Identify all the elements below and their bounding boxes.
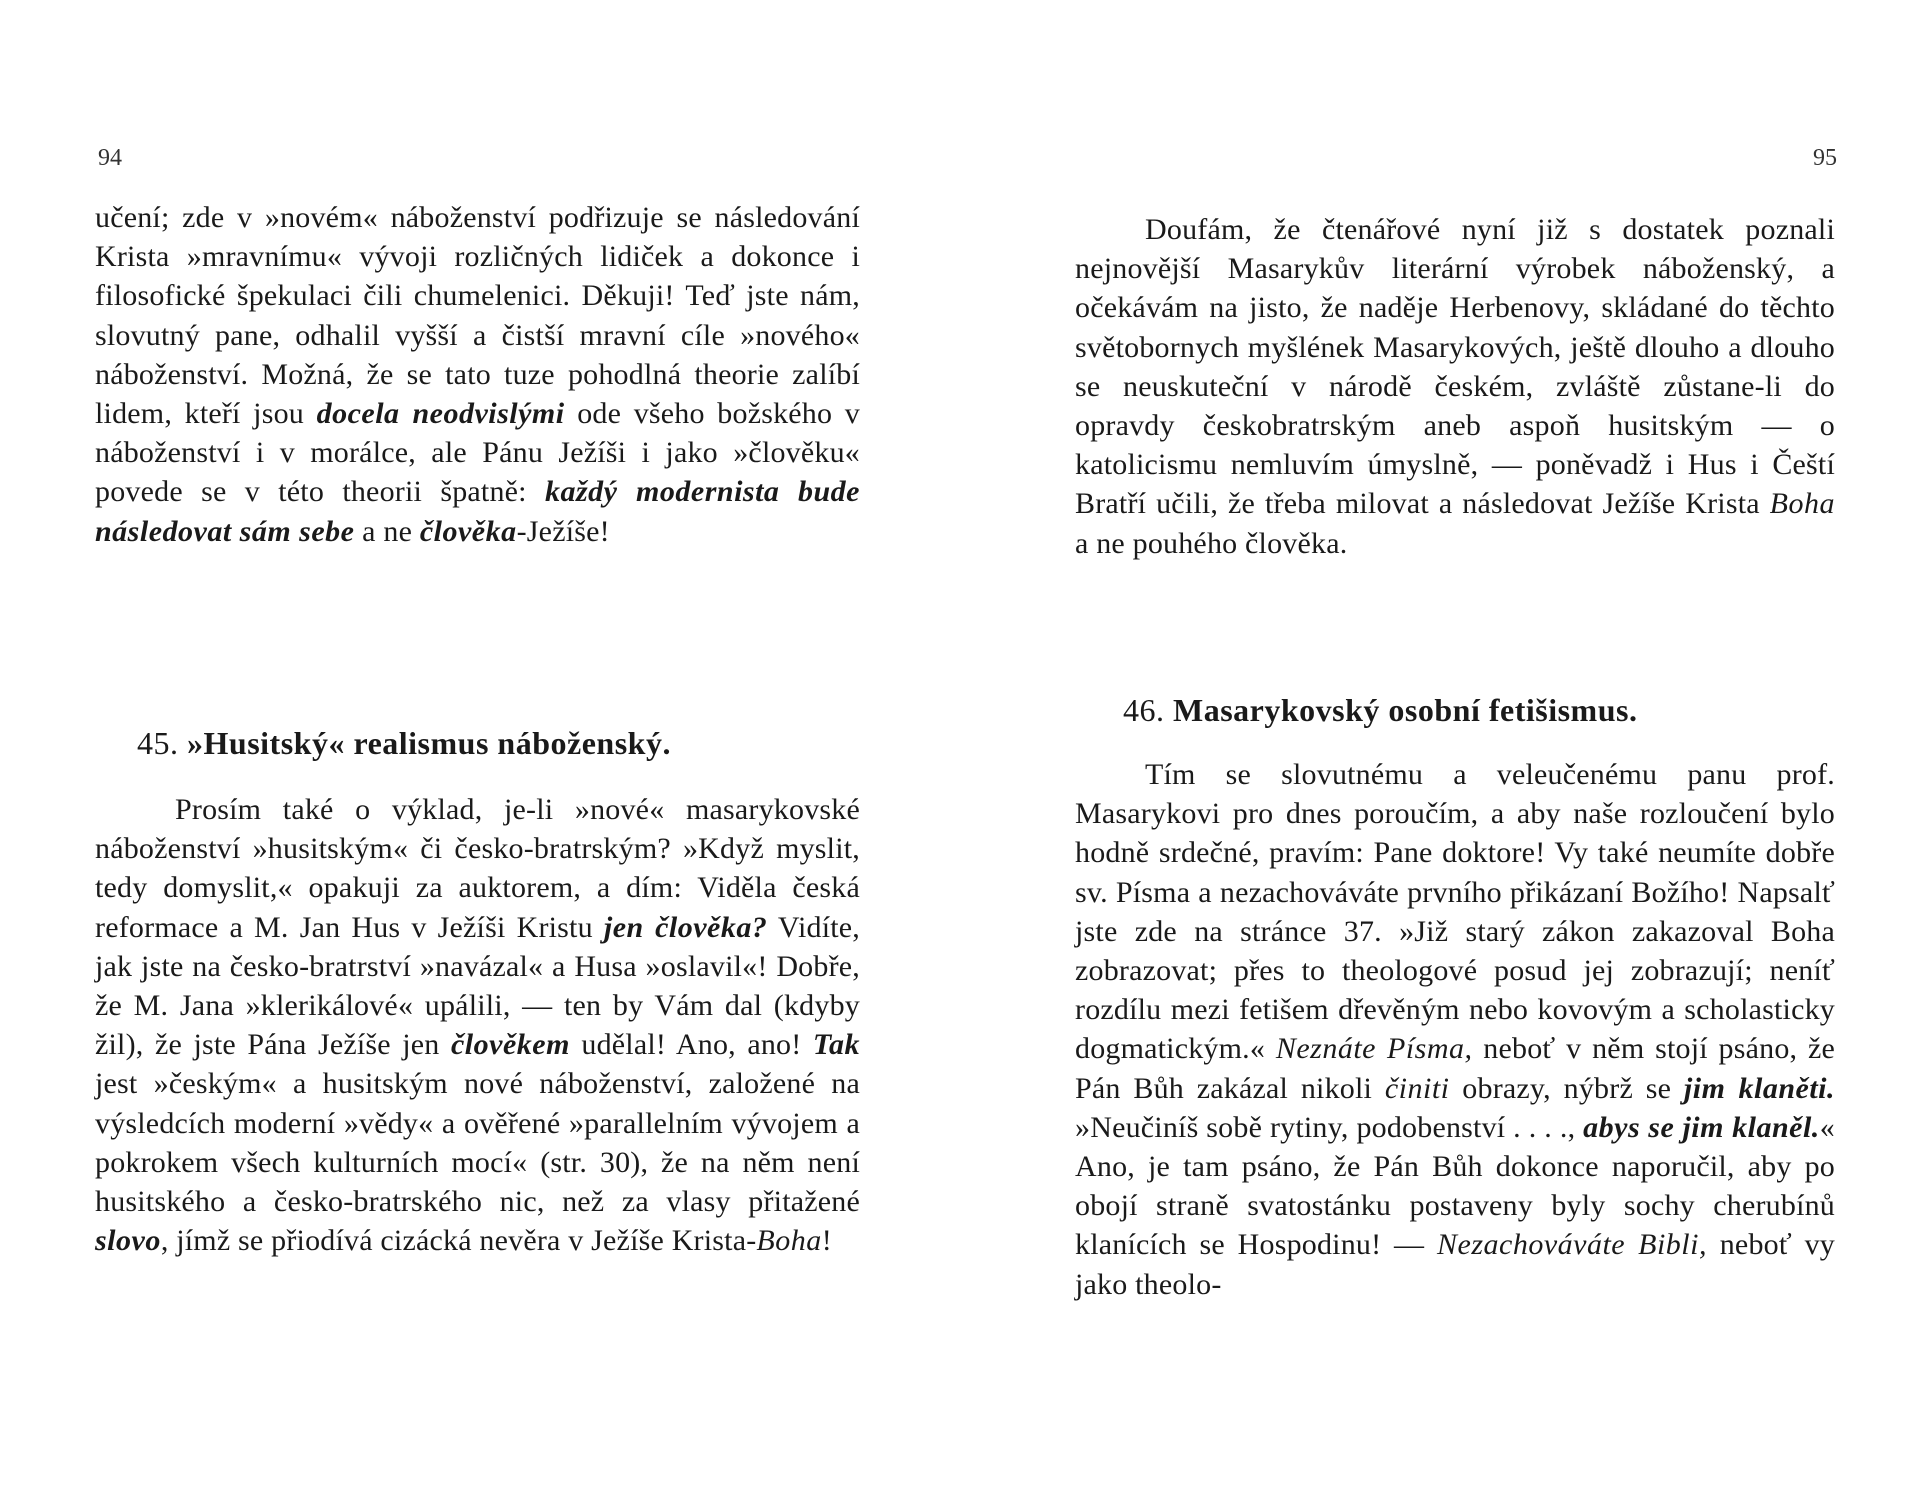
text-run: »Neučiníš sobě rytiny, podobenství . . . ., xyxy=(1075,1110,1584,1144)
emphasis: Nezachováváte Bibli, xyxy=(1437,1228,1707,1262)
text-run: Doufám, že čtenářové nyní již s dostatek poznali nejnovější Masarykův literární výrobek náboženský, a očekávám na jisto, že naděje Herbenovy, skládané do těchto světobornych myšlének Masarykových, ještě dlouho a dlouho se neuskuteční v národě českém, zvláště zůstane-li do opravdy českobratrským aneb aspoň husitským — o katolicismu nemluvím úmyslně, — poněvadž i Hus i Čeští Bratří učili, že třeba milovat a následovat Ježíše Krista xyxy=(1075,213,1835,521)
page-number: 94 xyxy=(98,145,122,171)
text-run: udělal! Ano, ano! xyxy=(569,1028,813,1062)
section-46-body xyxy=(1075,755,1835,1304)
text-run: jest »českým« a husitským nové náboženství, založené na výsledcích moderní »vědy« a ověřené »parallelním vývojem a pokrokem všech kulturních mocí« (str. 30), že na něm není husitského a česko-bratrského nic, než za vlasy přitažené xyxy=(95,1067,860,1219)
paragraph xyxy=(1075,755,1835,1304)
text-run: a ne pouhého člověka. xyxy=(1075,526,1348,560)
text-run: ! xyxy=(821,1224,832,1258)
text-run: obrazy, nýbrž se xyxy=(1449,1071,1684,1105)
paragraph xyxy=(95,198,860,551)
emphasis: člověka xyxy=(419,514,517,548)
emphasis: člověkem xyxy=(450,1028,570,1062)
intro-paragraph xyxy=(95,198,860,551)
emphasis: činiti xyxy=(1384,1071,1450,1105)
section-title: Masarykovský osobní fetišismus. xyxy=(1173,692,1638,728)
emphasis: docela neodvislými xyxy=(316,397,565,431)
text-run: Vidíte, jak jste na česko-bratrství »navázal« a Husa »oslavil«! Dobře, že M. Jana »klerikálové« upálili, — ten by Vám dal (kdyby žil), že jste Pána Ježíše jen xyxy=(95,910,860,1062)
right-page xyxy=(965,0,1930,1500)
intro-paragraph xyxy=(1075,210,1835,563)
text-run: , jímž se přiodívá cizácká nevěra v Ježíše Krista- xyxy=(160,1224,757,1258)
emphasis: Boha xyxy=(756,1224,822,1258)
emphasis: jim klaněti. xyxy=(1683,1071,1835,1105)
text-run: a ne xyxy=(354,514,420,548)
section-number: 46. xyxy=(1123,692,1165,728)
emphasis: každý modernista bude následovat sám sebe xyxy=(95,475,860,548)
paragraph xyxy=(95,790,860,1260)
text-run: « Ano, je tam psáno, že Pán Bůh dokonce naporučil, aby po obojí straně svatostánku postaveny byly sochy cherubínů klanících se Hospodinu! — xyxy=(1075,1110,1835,1262)
text-run: -Ježíše! xyxy=(516,514,610,548)
emphasis: abys se jim klaněl. xyxy=(1583,1110,1820,1144)
text-run: učení; zde v »novém« náboženství podřizuje se následování Krista »mravnímu« vývoji rozličných lidiček a dokonce i filosofické špekulaci čili chumelenici. Děkuji! Teď jste nám, slovutný pane, odhalil vyšší a čistší mravní cíle »nového« náboženství. Možná, že se tato tuze pohodlná theorie zalíbí lidem, kteří jsou xyxy=(95,201,860,431)
text-run: ode všeho božského v náboženství i v morálce, ale Pánu Ježíši i jako »člověku« povede se v této theorii špatně: xyxy=(95,397,860,509)
section-number: 45. xyxy=(137,725,179,761)
text-run: neboť v něm stojí psáno, že Pán Bůh zakázal nikoli xyxy=(1075,1032,1835,1105)
page-number: 95 xyxy=(1813,145,1837,171)
emphasis: slovo xyxy=(95,1224,161,1258)
section-heading-46 xyxy=(1123,692,1637,729)
emphasis: jen člověka? xyxy=(603,910,768,944)
text-run: Tím se slovutnému a veleučenému panu prof. Masarykovi pro dnes poroučím, a aby naše rozloučení bylo hodně srdečné, pravím: Pane doktore! Vy také neumíte dobře sv. Písma a nezachováváte prvního přikázaní Božího! Napsalť jste zde na stránce 37. »Již starý zákon zakazoval Boha zobrazovat; přes to theologové posud jej zobrazují; neníť rozdílu mezi fetišem dřevěným nebo kovovým a scholasticky dogmatickým.« xyxy=(1075,758,1835,1066)
section-title: »Husitský« realismus náboženský. xyxy=(187,725,671,761)
paragraph xyxy=(1075,210,1835,563)
emphasis: Boha xyxy=(1769,487,1835,521)
section-heading-45 xyxy=(137,725,671,762)
emphasis: Neznáte Písma, xyxy=(1275,1032,1473,1066)
emphasis: Tak xyxy=(812,1028,860,1062)
text-run: Prosím také o výklad, je-li »nové« masarykovské náboženství »husitským« či česko-bratrským? »Když myslit, tedy domyslit,« opakuji za auktorem, a dím: Viděla česká reformace a M. Jan Hus v Ježíši Kristu xyxy=(95,793,860,944)
section-45-body xyxy=(95,790,860,1260)
text-run: neboť vy jako theolo- xyxy=(1075,1228,1836,1301)
